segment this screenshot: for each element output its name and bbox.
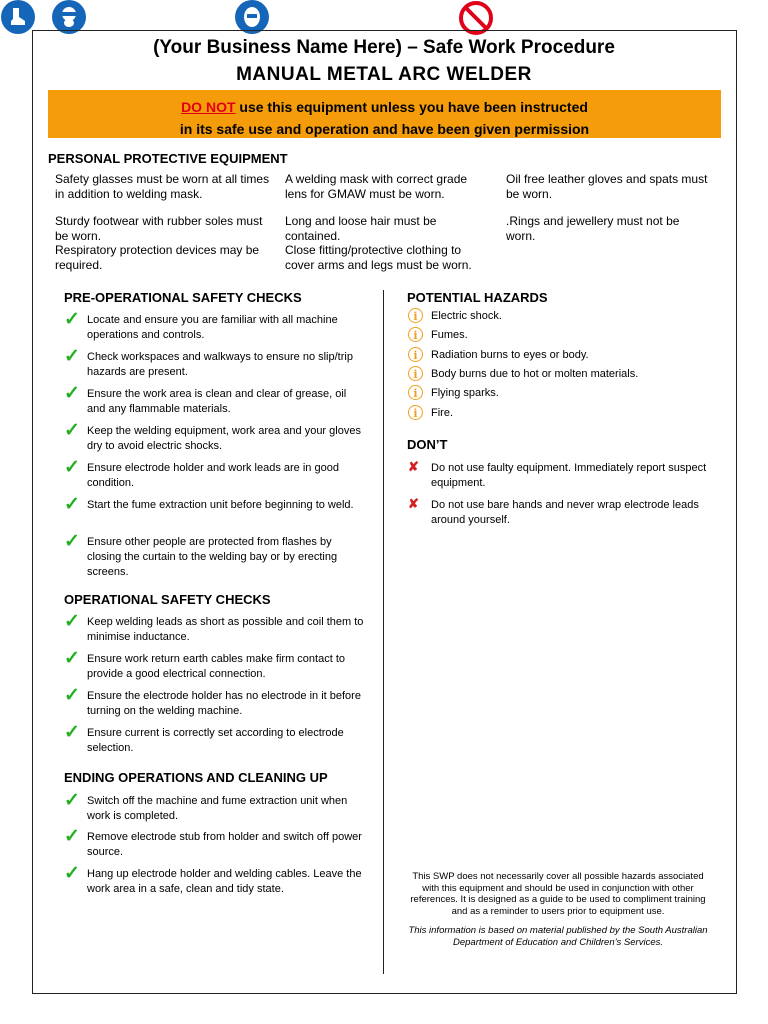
cross-icon: ✘ <box>408 459 419 474</box>
boot-icon <box>1 0 35 34</box>
ppe-text: Close fitting/protective clothing to cover arms and legs must be worn. <box>285 243 472 272</box>
info-icon: i <box>408 308 423 323</box>
check-icon: ✓ <box>64 790 80 811</box>
ppe-text: Oil free leather gloves and spats must be worn. <box>506 172 708 201</box>
check-icon: ✓ <box>64 494 80 515</box>
welding-helmet-icon <box>235 0 269 34</box>
disclaimer <box>408 871 708 956</box>
disclaimer-text: This SWP does not necessarily cover all possible hazards associated with this equipment and should be used in conjunction with other references. It is designed as a guide to be used to compliment training and as a reminder to users prior to equipment use. <box>410 871 706 917</box>
check-icon: ✓ <box>64 383 80 404</box>
cross-icon: ✘ <box>408 496 419 511</box>
ppe-text: .Rings and jewellery must not be worn. <box>506 214 680 243</box>
pre-op-heading: PRE-OPERATIONAL SAFETY CHECKS <box>64 290 302 305</box>
hazards-heading: POTENTIAL HAZARDS <box>407 290 548 305</box>
info-icon: i <box>408 405 423 420</box>
check-icon: ✓ <box>64 722 80 743</box>
ppe-text: Safety glasses must be worn at all times in addition to welding mask. <box>55 172 270 201</box>
ppe-text: Respiratory protection devices may be required. <box>55 243 260 272</box>
banner-line1: use this equipment unless you have been instructed <box>235 99 588 115</box>
do-not-text: DO NOT <box>181 99 236 115</box>
check-icon: ✓ <box>64 457 80 478</box>
info-icon: i <box>408 327 423 342</box>
check-icon: ✓ <box>64 420 80 441</box>
page-subtitle: MANUAL METAL ARC WELDER <box>236 64 532 85</box>
ppe-text: A welding mask with correct grade lens for GMAW must be worn. <box>285 172 468 201</box>
ppe-text: Long and loose hair must be contained. <box>285 214 437 243</box>
ppe-heading: PERSONAL PROTECTIVE EQUIPMENT <box>48 151 288 166</box>
info-icon: i <box>408 347 423 362</box>
ppe-text: Sturdy footwear with rubber soles must be worn. <box>55 214 263 243</box>
info-icon: i <box>408 366 423 381</box>
ppe-column-3 <box>506 172 711 256</box>
operational-heading: OPERATIONAL SAFETY CHECKS <box>64 592 271 607</box>
check-icon: ✓ <box>64 826 80 847</box>
check-icon: ✓ <box>64 309 80 330</box>
check-icon: ✓ <box>64 346 80 367</box>
warning-banner <box>48 90 721 138</box>
ending-heading: ENDING OPERATIONS AND CLEANING UP <box>64 770 328 785</box>
source-note: This information is based on material published by the South Australian Department of Education and Children’s Services. <box>408 925 708 948</box>
ppe-column-2 <box>285 172 490 285</box>
check-icon: ✓ <box>64 863 80 884</box>
column-divider <box>383 290 384 974</box>
check-icon: ✓ <box>64 648 80 669</box>
banner-line2: in its safe use and operation and have been given permission <box>179 121 590 137</box>
dont-heading: DON’T <box>407 437 448 452</box>
check-icon: ✓ <box>64 611 80 632</box>
page-title: (Your Business Name Here) – Safe Work Procedure <box>153 37 615 58</box>
respirator-mask-icon <box>52 0 86 34</box>
check-icon: ✓ <box>64 685 80 706</box>
ppe-column-1 <box>55 172 270 285</box>
check-icon: ✓ <box>64 531 80 552</box>
info-icon: i <box>408 385 423 400</box>
